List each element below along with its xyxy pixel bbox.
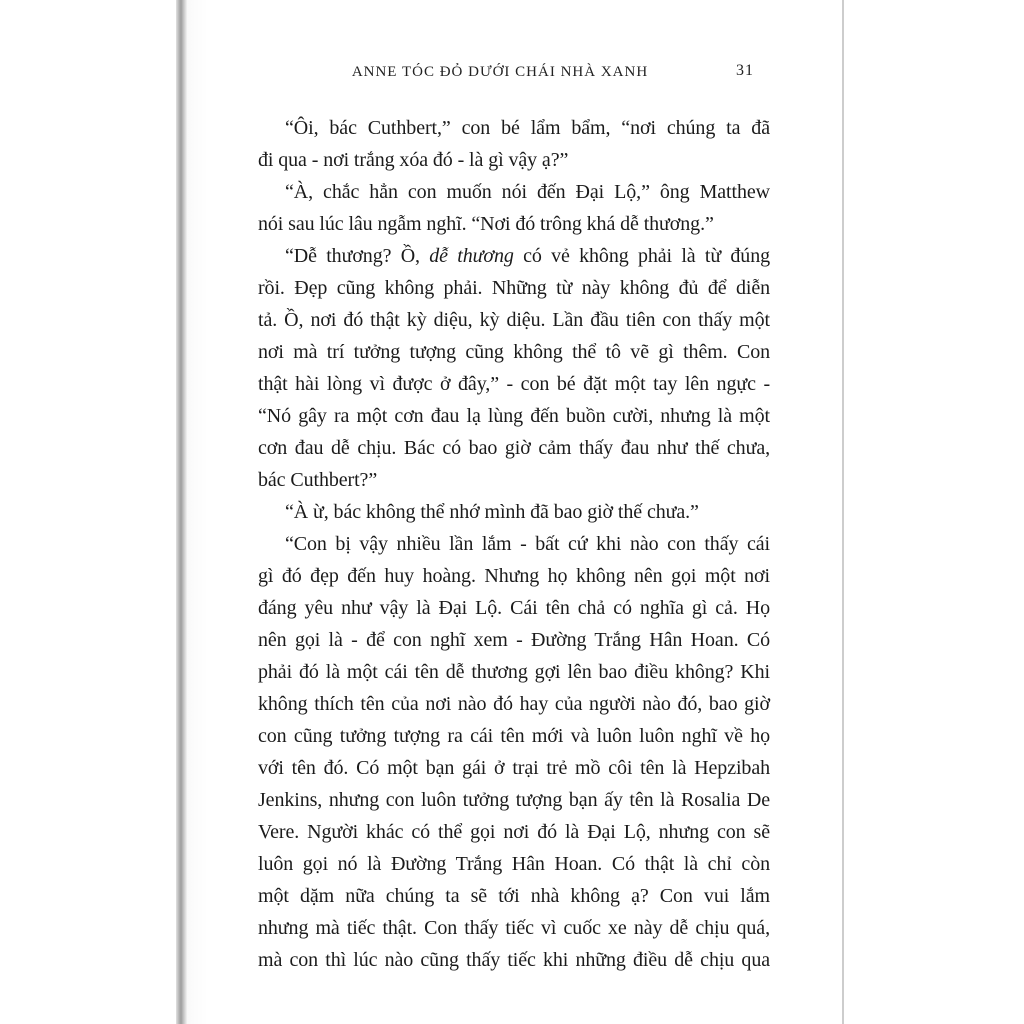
page-number: 31: [736, 62, 754, 79]
text-line: nhưng mà tiếc thật. Con thấy tiếc vì cuốc xe này dễ chịu quá,: [258, 917, 770, 939]
text-line: Jenkins, nhưng con luôn tưởng tượng bạn ấy tên là Rosalia De: [258, 789, 770, 811]
text-line: nên gọi là - để con nghĩ xem - Đường Trắng Hân Hoan. Có: [258, 629, 770, 651]
text-line: nơi mà trí tưởng tượng cũng không thể tô vẽ gì thêm. Con: [258, 341, 770, 363]
text-line: con cũng tưởng tượng ra cái tên mới và luôn luôn nghĩ về họ: [258, 725, 770, 747]
text-line: “Nó gây ra một cơn đau lạ lùng đến buồn cười, nhưng là một: [258, 405, 770, 427]
page-binding-edge: [176, 0, 187, 1024]
text-line: luôn gọi nó là Đường Trắng Hân Hoan. Có thật là chỉ còn: [258, 853, 770, 875]
text-line: “À ừ, bác không thể nhớ mình đã bao giờ thế chưa.”: [285, 501, 699, 523]
text-line: gì đó đẹp đến huy hoàng. Nhưng họ không nên gọi một nơi: [258, 565, 770, 587]
paragraph: [258, 176, 770, 240]
text-line: đáng yêu như vậy là Đại Lộ. Cái tên chả có nghĩa gì cả. Họ: [258, 597, 770, 619]
paragraph: [258, 240, 770, 496]
text-line: phải đó là một cái tên dễ thương gợi lên bao điều không? Khi: [258, 661, 770, 683]
italic-text-run: dễ thương: [429, 245, 514, 267]
text-line: thật hài lòng vì được ở đây,” - con bé đặt một tay lên ngực -: [258, 373, 770, 395]
text-run: có vẻ không phải là từ đúng: [513, 245, 770, 267]
text-line: không thích tên của nơi nào đó hay của người nào đó, bao giờ: [258, 693, 770, 715]
text-line: Vere. Người khác có thể gọi nơi đó là Đại Lộ, nhưng con sẽ: [258, 821, 770, 843]
paragraph: [258, 496, 770, 528]
body-text: [258, 112, 770, 976]
text-line: [258, 240, 770, 272]
text-line: bác Cuthbert?”: [258, 469, 378, 491]
page-right-edge: [842, 0, 844, 1024]
running-head-title: ANNE TÓC ĐỎ DƯỚI CHÁI NHÀ XANH: [351, 64, 649, 80]
paragraph: [258, 528, 770, 976]
text-line: “Con bị vậy nhiều lần lắm - bất cứ khi nào con thấy cái: [285, 533, 770, 555]
text-line: với tên đó. Có một bạn gái ở trại trẻ mồ côi tên là Hepzibah: [258, 757, 770, 779]
text-line: đi qua - nơi trắng xóa đó - là gì vậy ạ?”: [258, 149, 569, 171]
text-line: mà con thì lúc nào cũng thấy tiếc khi những điều dễ chịu qua: [258, 949, 770, 971]
paragraph: [258, 112, 770, 176]
text-line: nói sau lúc lâu ngẫm nghĩ. “Nơi đó trông khá dễ thương.”: [258, 213, 714, 235]
text-line: rồi. Đẹp cũng không phải. Những từ này không đủ để diễn: [258, 277, 770, 299]
text-run: “Dễ thương? Ồ,: [285, 245, 430, 267]
text-line: tả. Ồ, nơi đó thật kỳ diệu, kỳ diệu. Lần đầu tiên con thấy một: [258, 309, 770, 331]
text-line: “Ôi, bác Cuthbert,” con bé lẩm bẩm, “nơi chúng ta đã: [285, 117, 770, 139]
text-line: “À, chắc hẳn con muốn nói đến Đại Lộ,” ông Matthew: [285, 181, 770, 203]
text-line: một dặm nữa chúng ta sẽ tới nhà không ạ? Con vui lắm: [258, 885, 770, 907]
text-line: cơn đau dễ chịu. Bác có bao giờ cảm thấy đau như thế chưa,: [258, 437, 770, 459]
